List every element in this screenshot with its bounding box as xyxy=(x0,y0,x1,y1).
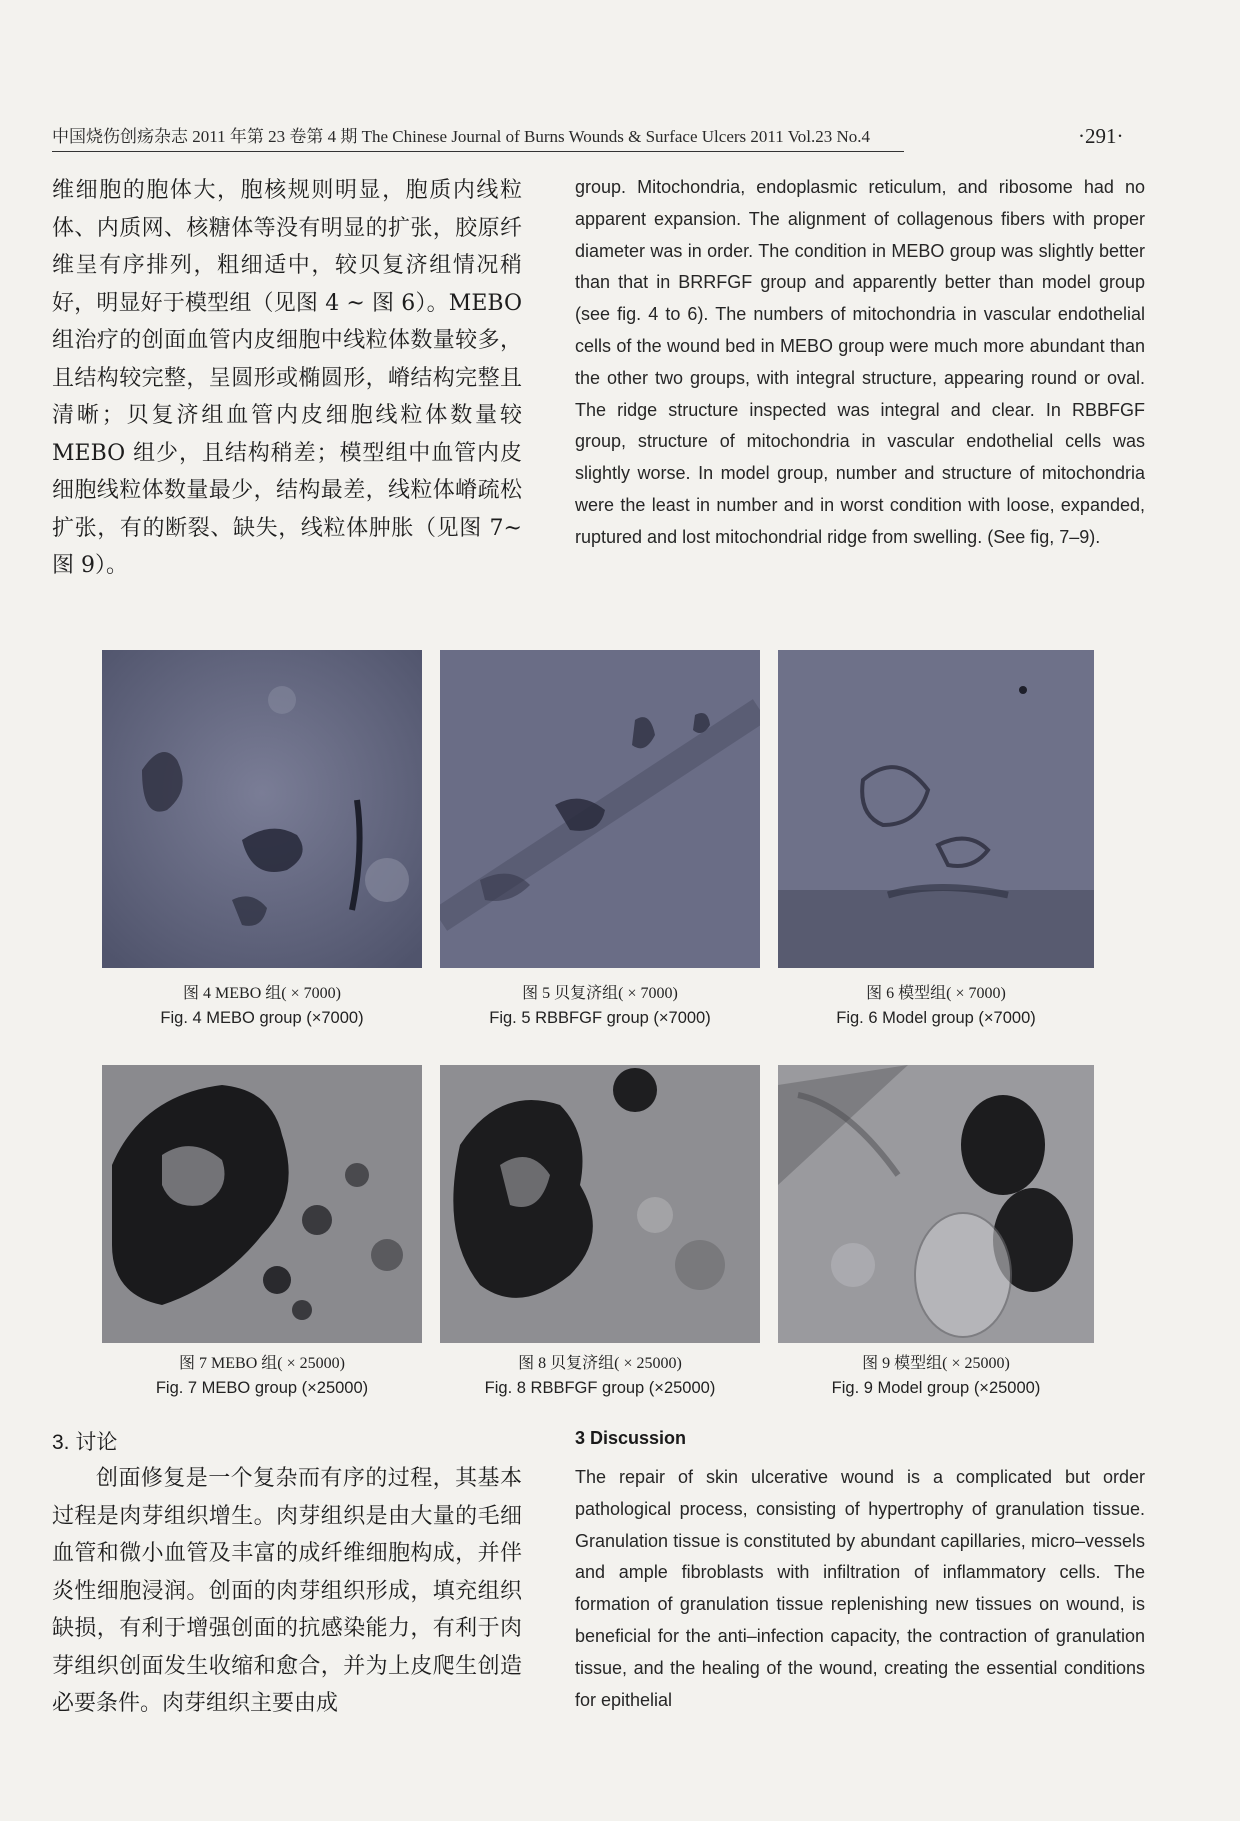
figure-6-caption-zh: 图 6 模型组( × 7000) xyxy=(866,985,1006,1002)
figure-9-caption-en: Fig. 9 Model group (×25000) xyxy=(831,1379,1041,1397)
paragraph-zh-top: 维细胞的胞体大，胞核规则明显，胞质内线粒体、内质网、核糖体等没有明显的扩张，胶原纤维呈有序排列，粗细适中，较贝复济组情况稍好，明显好于模型组（见图 4 ~ 图 6）。MEBO 组治疗的创面血管内皮细胞中线粒体数量较多，且结构较完整，呈圆形或椭圆形，嵴结构完整且清晰；贝复济组血管内皮细胞线粒体数量较 MEBO 组少，且结构稍差；模型组中血管内皮细胞线粒体数量最少，结构最差，线粒体嵴疏松扩张，有的断裂、缺失，线粒体肿胀（见图 7~图 9）。 xyxy=(52,178,522,578)
section-heading-zh: 3. 讨论 xyxy=(52,1431,118,1454)
body-text-zh-top xyxy=(52,172,522,585)
figure-4-caption xyxy=(82,980,442,1028)
figure-5-micrograph xyxy=(440,650,760,968)
figure-8-caption xyxy=(420,1350,780,1398)
paragraph-en-top: group. Mitochondria, endoplasmic reticulum, and ribosome had no apparent expansion. The alignment of collagenous fibers with proper diameter was in order. The condition in MEBO group was slightly better than that in BRRFGF group and apparently better than model group (see fig. 4 to 6). The numbers of mitochondria in vascular endothelial cells of the wound bed in MEBO group were much more abundant than the other two groups, with integral structure, appearing round or oval. The ridge structure inspected was integral and clear. In RBBFGF group, structure of mitochondria in vascular endothelial cells was slightly worse. In model group, number and structure of mitochondria were the least in number and in worst condition with loose, expanded, ruptured and lost mitochondrial ridge from swelling. (See fig, 7–9). xyxy=(575,177,1145,547)
figure-4-caption-zh: 图 4 MEBO 组( × 7000) xyxy=(183,985,341,1002)
figure-4-micrograph xyxy=(102,650,422,968)
figure-7-micrograph xyxy=(102,1065,422,1343)
figure-6-micrograph xyxy=(778,650,1094,968)
figure-7-caption-zh: 图 7 MEBO 组( × 25000) xyxy=(179,1355,345,1372)
figure-5-caption-en: Fig. 5 RBBFGF group (×7000) xyxy=(489,1009,711,1027)
page-number: ·291· xyxy=(1078,124,1124,148)
running-header: 中国烧伤创疡杂志 2011 年第 23 卷第 4 期 The Chinese Journal of Burns Wounds & Surface Ulcers 2011 Vol.23 No.4 xyxy=(52,122,904,152)
figure-6-caption-en: Fig. 6 Model group (×7000) xyxy=(836,1009,1036,1027)
discussion-text-en xyxy=(575,1462,1145,1716)
figure-8-caption-en: Fig. 8 RBBFGF group (×25000) xyxy=(484,1379,716,1397)
figure-5-caption-zh: 图 5 贝复济组( × 7000) xyxy=(522,985,678,1002)
figure-9-caption xyxy=(756,1350,1116,1398)
figure-7-caption xyxy=(82,1350,442,1398)
figure-5-caption xyxy=(420,980,780,1028)
discussion-text-zh xyxy=(52,1460,522,1723)
figure-9-micrograph xyxy=(778,1065,1094,1343)
paragraph-en-discussion: The repair of skin ulcerative wound is a complicated but order pathological process, consisting of hypertrophy of granulation tissue. Granulation tissue is constituted by abundant capillaries, micro–vessels and ample fibroblasts with infiltration of inflammatory cells. The formation of granulation tissue replenishing new tissues on wound, is beneficial for the anti–infection capacity, the contraction of granulation tissue, and the healing of the wound, creating the essential conditions for epithelial xyxy=(575,1467,1145,1710)
section-heading-en: 3 Discussion xyxy=(575,1428,687,1448)
figure-4-caption-en: Fig. 4 MEBO group (×7000) xyxy=(160,1009,364,1027)
figure-8-micrograph xyxy=(440,1065,760,1343)
paragraph-zh-discussion: 创面修复是一个复杂而有序的过程，其基本过程是肉芽组织增生。肉芽组织是由大量的毛细血管和微小血管及丰富的成纤维细胞构成，并伴炎性细胞浸润。创面的肉芽组织形成，填充组织缺损，有利于增强创面的抗感染能力，有利于肉芽组织创面发生收缩和愈合，并为上皮爬生创造必要条件。肉芽组织主要由成 xyxy=(52,1466,522,1716)
figure-6-caption xyxy=(756,980,1116,1028)
figure-9-caption-zh: 图 9 模型组( × 25000) xyxy=(862,1355,1010,1372)
figure-8-caption-zh: 图 8 贝复济组( × 25000) xyxy=(518,1355,682,1372)
figure-7-caption-en: Fig. 7 MEBO group (×25000) xyxy=(155,1379,369,1397)
body-text-en-top xyxy=(575,172,1145,554)
